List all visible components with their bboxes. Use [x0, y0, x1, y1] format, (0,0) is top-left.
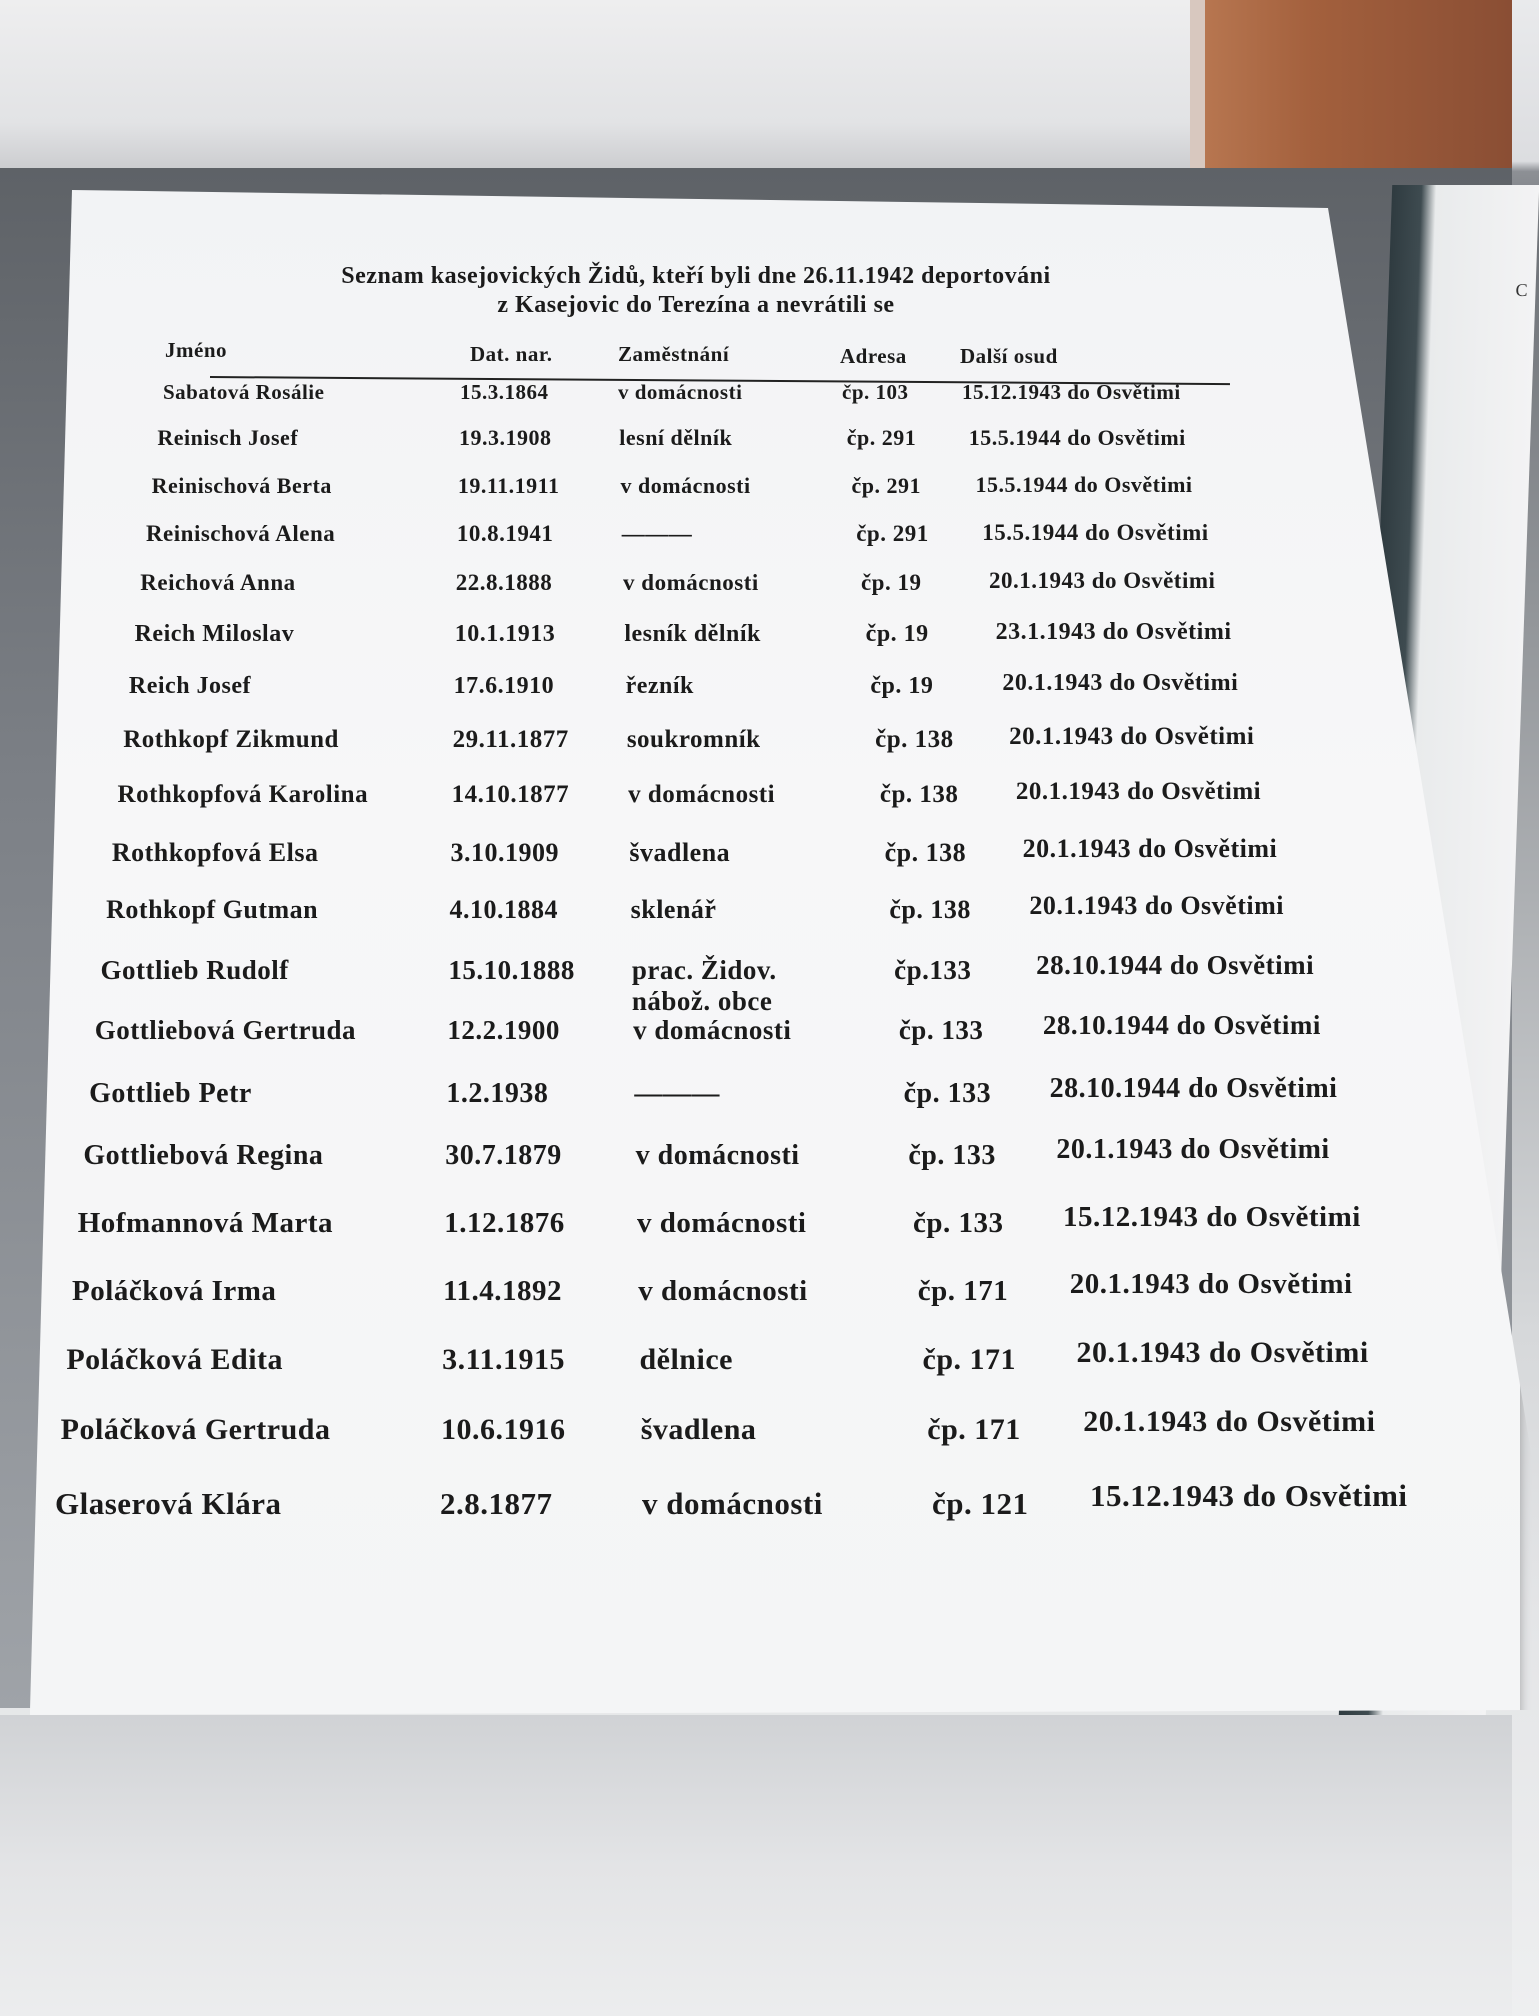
- address: čp. 19: [860, 570, 922, 595]
- fate: 15.12.1943 do Osvětimi: [1063, 1200, 1361, 1233]
- fate: 15.12.1943 do Osvětimi: [962, 380, 1181, 404]
- person-name: Reinischová Alena: [145, 521, 336, 546]
- occupation: řezník: [625, 673, 694, 699]
- person-name: Reinisch Josef: [157, 425, 299, 450]
- address: čp. 138: [879, 781, 959, 808]
- document-title: Seznam kasejovických Židů, kteří byli dne 26.11.1942 deportováni: [341, 263, 1051, 289]
- occupation: v domácnosti: [638, 1275, 808, 1307]
- address: čp. 133: [908, 1140, 996, 1171]
- person-name: Poláčková Edita: [66, 1343, 284, 1376]
- person-name: Glaserová Klára: [55, 1486, 282, 1521]
- birth-date: 22.8.1888: [455, 570, 553, 595]
- birth-date: 29.11.1877: [452, 726, 569, 753]
- occupation: v domácnosti: [635, 1140, 800, 1171]
- occupation: lesník dělník: [624, 621, 761, 647]
- address: čp. 138: [889, 895, 971, 924]
- occupation: švadlena: [640, 1413, 757, 1446]
- person-name: Gottlieb Rudolf: [100, 955, 289, 985]
- fate: 20.1.1943 do Osvětimi: [1083, 1405, 1376, 1439]
- address: čp. 133: [913, 1207, 1004, 1239]
- person-name: Reinischová Berta: [151, 473, 332, 498]
- occupation: dělnice: [639, 1343, 733, 1376]
- person-name: Hofmannová Marta: [77, 1207, 334, 1239]
- birth-date: 2.8.1877: [440, 1486, 553, 1521]
- person-name: Rothkopfová Karolina: [117, 781, 369, 808]
- birth-date: 15.3.1864: [460, 380, 549, 404]
- address: čp. 171: [922, 1343, 1017, 1376]
- person-name: Reich Miloslav: [134, 621, 295, 647]
- fate: 15.5.1944 do Osvětimi: [975, 472, 1193, 498]
- address: čp. 103: [842, 380, 909, 404]
- occupation: v domácnosti: [623, 570, 759, 595]
- fate: 20.1.1943 do Osvětimi: [1015, 777, 1262, 805]
- birth-date: 19.3.1908: [458, 425, 552, 450]
- person-name: Poláčková Irma: [72, 1275, 277, 1307]
- birth-date: 10.8.1941: [456, 521, 554, 546]
- person-name: Sabatová Rosálie: [163, 380, 325, 404]
- fate: 20.1.1943 do Osvětimi: [1076, 1335, 1369, 1369]
- occupation: soukromník: [626, 726, 761, 753]
- fate: 28.10.1944 do Osvětimi: [1036, 950, 1315, 981]
- occupation: v domácnosti: [618, 380, 743, 404]
- birth-date: 4.10.1884: [449, 895, 558, 924]
- address: čp. 19: [865, 621, 929, 647]
- address: čp. 138: [884, 838, 967, 867]
- address: čp. 171: [917, 1275, 1009, 1307]
- occupation: švadlena: [629, 838, 731, 867]
- header-fate: Další osud: [960, 344, 1058, 368]
- fate: 23.1.1943 do Osvětimi: [995, 618, 1232, 645]
- person-name: Rothkopf Gutman: [106, 895, 319, 924]
- address: čp. 291: [846, 425, 917, 450]
- address: čp. 121: [932, 1486, 1029, 1521]
- occupation: ———: [634, 1078, 720, 1109]
- birth-date: 15.10.1888: [448, 955, 575, 985]
- fate: 20.1.1943 do Osvětimi: [988, 568, 1216, 594]
- occupation: lesní dělník: [619, 425, 733, 450]
- person-name: Gottliebová Gertruda: [94, 1015, 356, 1045]
- address: čp. 133: [898, 1015, 984, 1045]
- birth-date: 19.11.1911: [457, 473, 560, 498]
- header-address: Adresa: [840, 344, 907, 368]
- address: čp. 133: [903, 1078, 992, 1109]
- fate: 20.1.1943 do Osvětimi: [1009, 723, 1255, 751]
- edge-letter: C: [1515, 280, 1528, 300]
- header-job: Zaměstnání: [618, 342, 730, 366]
- address: čp.133: [894, 955, 972, 985]
- occupation: v domácnosti: [636, 1207, 807, 1239]
- fate: 15.12.1943 do Osvětimi: [1090, 1478, 1408, 1513]
- birth-date: 17.6.1910: [453, 673, 555, 699]
- fate: 20.1.1943 do Osvětimi: [1056, 1134, 1330, 1166]
- fate: 15.5.1944 do Osvětimi: [982, 519, 1209, 545]
- address: čp. 291: [851, 473, 921, 498]
- occupation: v domácnosti: [642, 1486, 823, 1521]
- address: čp. 138: [875, 726, 954, 753]
- occupation-line2: nábož. obce: [631, 986, 773, 1016]
- occupation: v domácnosti: [628, 781, 776, 808]
- fate: 20.1.1943 do Osvětimi: [1029, 890, 1284, 920]
- person-name: Gottlieb Petr: [89, 1078, 252, 1109]
- birth-date: 1.2.1938: [446, 1078, 549, 1109]
- header-born: Dat. nar.: [470, 342, 553, 366]
- person-name: Gottliebová Regina: [83, 1140, 324, 1171]
- person-name: Rothkopf Zikmund: [123, 726, 339, 753]
- occupation: sklenář: [630, 895, 717, 924]
- birth-date: 10.1.1913: [454, 621, 556, 647]
- person-name: Rothkopfová Elsa: [111, 838, 319, 867]
- fate: 28.10.1944 do Osvětimi: [1042, 1009, 1321, 1040]
- occupation: ———: [621, 521, 693, 546]
- birth-date: 30.7.1879: [445, 1140, 562, 1171]
- person-name: Reich Josef: [128, 673, 252, 699]
- birth-date: 10.6.1916: [441, 1413, 566, 1446]
- fate: 20.1.1943 do Osvětimi: [1002, 670, 1239, 697]
- birth-date: 3.11.1915: [442, 1343, 565, 1376]
- fate: 15.5.1944 do Osvětimi: [968, 424, 1186, 450]
- header-name: Jméno: [165, 338, 227, 362]
- fate: 28.10.1944 do Osvětimi: [1049, 1072, 1338, 1104]
- occupation: v domácnosti: [633, 1015, 792, 1045]
- birth-date: 12.2.1900: [447, 1015, 560, 1045]
- fate: 20.1.1943 do Osvětimi: [1069, 1268, 1353, 1301]
- birth-date: 3.10.1909: [450, 838, 560, 867]
- person-name: Poláčková Gertruda: [60, 1413, 331, 1446]
- birth-date: 11.4.1892: [443, 1275, 563, 1307]
- birth-date: 14.10.1877: [451, 781, 570, 808]
- address: čp. 291: [856, 521, 929, 546]
- address: čp. 19: [870, 673, 934, 699]
- occupation: v domácnosti: [620, 473, 751, 498]
- birth-date: 1.12.1876: [444, 1207, 565, 1239]
- address: čp. 171: [927, 1413, 1021, 1446]
- person-name: Reichová Anna: [140, 570, 296, 595]
- document-subtitle: z Kasejovic do Terezína a nevrátili se: [497, 292, 895, 318]
- fate: 20.1.1943 do Osvětimi: [1022, 834, 1278, 864]
- occupation: prac. Židov.: [631, 955, 777, 985]
